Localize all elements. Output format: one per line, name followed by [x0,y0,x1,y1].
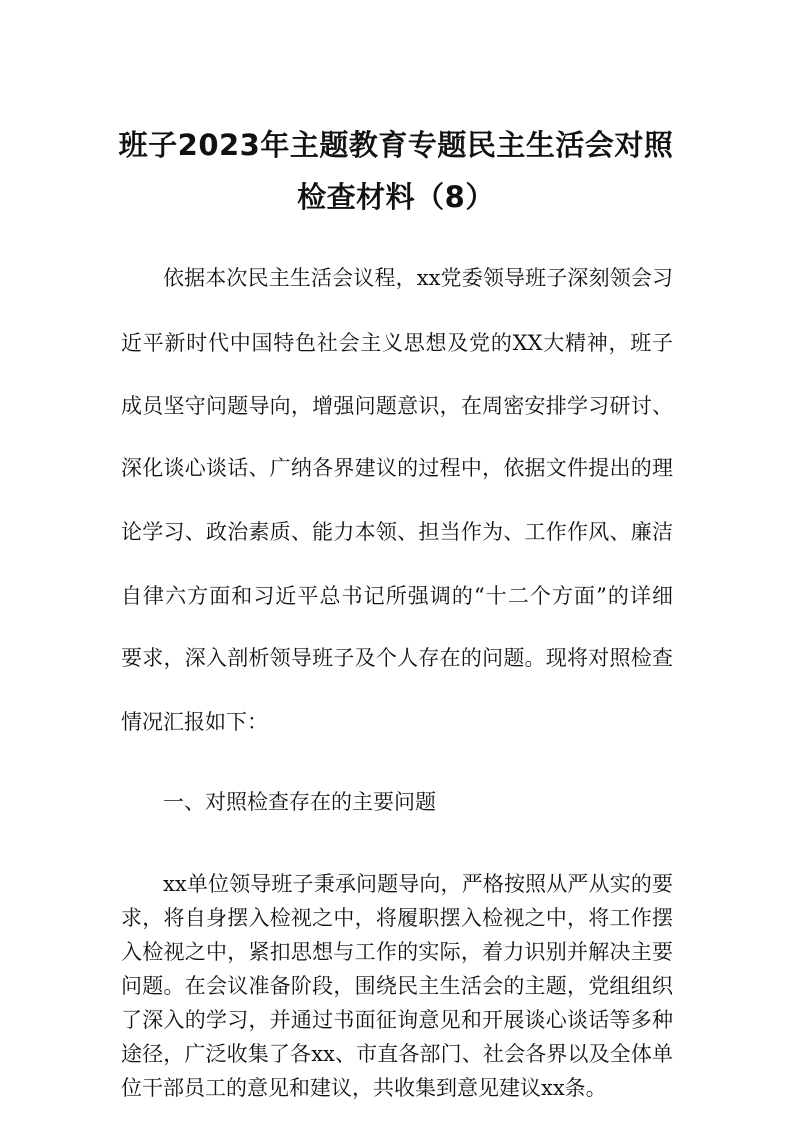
paragraph-1-line-3: 成员坚守问题导向，增强问题意识，在周密安排学习研讨、 [121,394,673,418]
paragraph-2-line-2: 求，将自身摆入检视之中，将履职摆入检视之中，将工作摆 [121,906,673,930]
paragraph-2-line-6: 途径，广泛收集了各xx、市直各部门、社会各界以及全体单 [121,1042,673,1066]
paragraph-1-line-5: 论学习、政治素质、能力本领、担当作为、工作作风、廉洁 [121,520,673,544]
paragraph-2-line-3: 入检视之中，紧扣思想与工作的实际，着力识别并解决主要 [121,940,673,964]
paragraph-2-line-1: xx单位领导班子秉承问题导向，严格按照从严从实的要 [163,872,673,896]
paragraph-1-line-2: 近平新时代中国特色社会主义思想及党的XX大精神，班子 [121,331,673,355]
paragraph-1-line-4: 深化谈心谈话、广纳各界建议的过程中，依据文件提出的理 [121,456,673,480]
paragraph-1-line-7: 要求，深入剖析领导班子及个人存在的问题。现将对照检查 [121,646,673,670]
paragraph-1-line-1: 依据本次民主生活会议程，xx党委领导班子深刻领会习 [163,266,673,290]
document-title-line-1: 班子2023年主题教育专题民主生活会对照 [118,128,674,162]
paragraph-2-line-7: 位干部员工的意见和建议，共收集到意见建议xx条。 [121,1076,607,1100]
paragraph-2-line-5: 了深入的学习，并通过书面征询意见和开展谈心谈话等多种 [121,1008,673,1032]
paragraph-2-line-4: 问题。在会议准备阶段，围绕民主生活会的主题，党组组织 [121,974,673,998]
paragraph-1-line-6: 自律六方面和习近平总书记所强调的“十二个方面”的详细 [121,584,673,608]
section-1-heading: 一、对照检查存在的主要问题 [163,790,436,814]
paragraph-1-line-8: 情况汇报如下： [121,710,268,734]
document-title-line-2: 检查材料（8） [297,180,495,214]
